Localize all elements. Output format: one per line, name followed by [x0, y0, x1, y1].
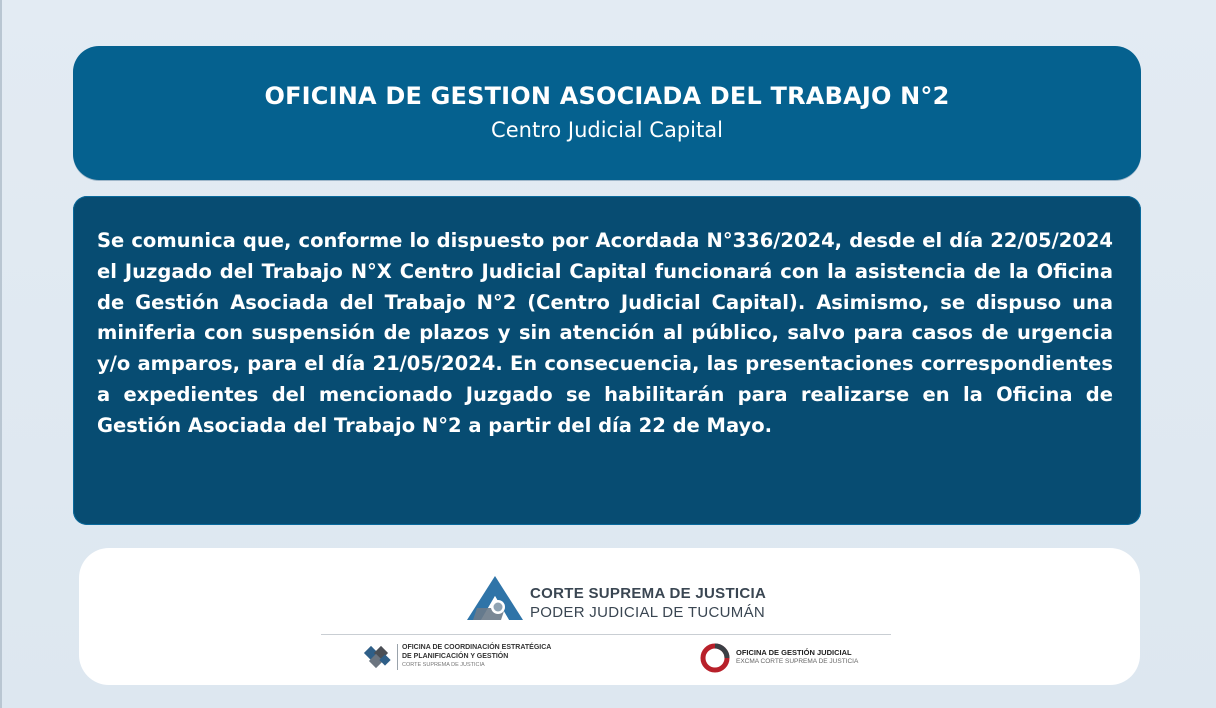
corte-suprema-logo-icon: [465, 574, 525, 622]
logos-panel: [79, 548, 1140, 685]
csj-name-line2: PODER JUDICIAL DE TUCUMÁN: [530, 604, 766, 621]
csj-name-line1: CORTE SUPREMA DE JUSTICIA: [530, 585, 767, 602]
notice-text: Se comunica que, conforme lo dispuesto por Acordada N°336/2024, desde el día 22/05/2024 el Juzgado del Trabajo N°X Centro Judicial Capital funcionará con la asistencia de la Oficina de Gestión Asociada del Trabajo N°2 (Centro Judicial Capital). Asimismo, se dispuso una miniferia con suspensión de plazos y sin atención al público, salvo para casos de urgencia y/o amparos, para el día 21/05/2024. En consecuencia, las presentaciones correspondientes a expedientes del mencionado Juzgado se habilitarán para realizarse en la Oficina de Gestión Asociada del Trabajo N°2 a partir del día 22 de Mayo.: [97, 229, 1113, 437]
header-banner: [73, 46, 1141, 180]
header-subtitle: Centro Judicial Capital: [491, 118, 723, 142]
ogj-name-line1: OFICINA DE GESTIÓN JUDICIAL: [736, 648, 852, 657]
ocepg-name-line1: OFICINA DE COORDINACIÓN ESTRATÉGICA: [402, 644, 552, 651]
ogj-logo-icon: [699, 642, 731, 674]
ocepg-separator: [397, 644, 398, 670]
ogj-name-line2: EXCMA CORTE SUPREMA DE JUSTICIA: [736, 658, 859, 665]
header-title: OFICINA DE GESTION ASOCIADA DEL TRABAJO N°2: [264, 82, 950, 110]
left-border-line: [0, 0, 2, 708]
ocepg-name-line2: DE PLANIFICACIÓN Y GESTIÓN: [402, 653, 509, 660]
ocepg-logo-icon: [362, 644, 394, 670]
ocepg-name-line3: CORTE SUPREMA DE JUSTICIA: [402, 662, 485, 668]
logos-divider: [321, 634, 891, 635]
notice-panel: [73, 196, 1141, 525]
